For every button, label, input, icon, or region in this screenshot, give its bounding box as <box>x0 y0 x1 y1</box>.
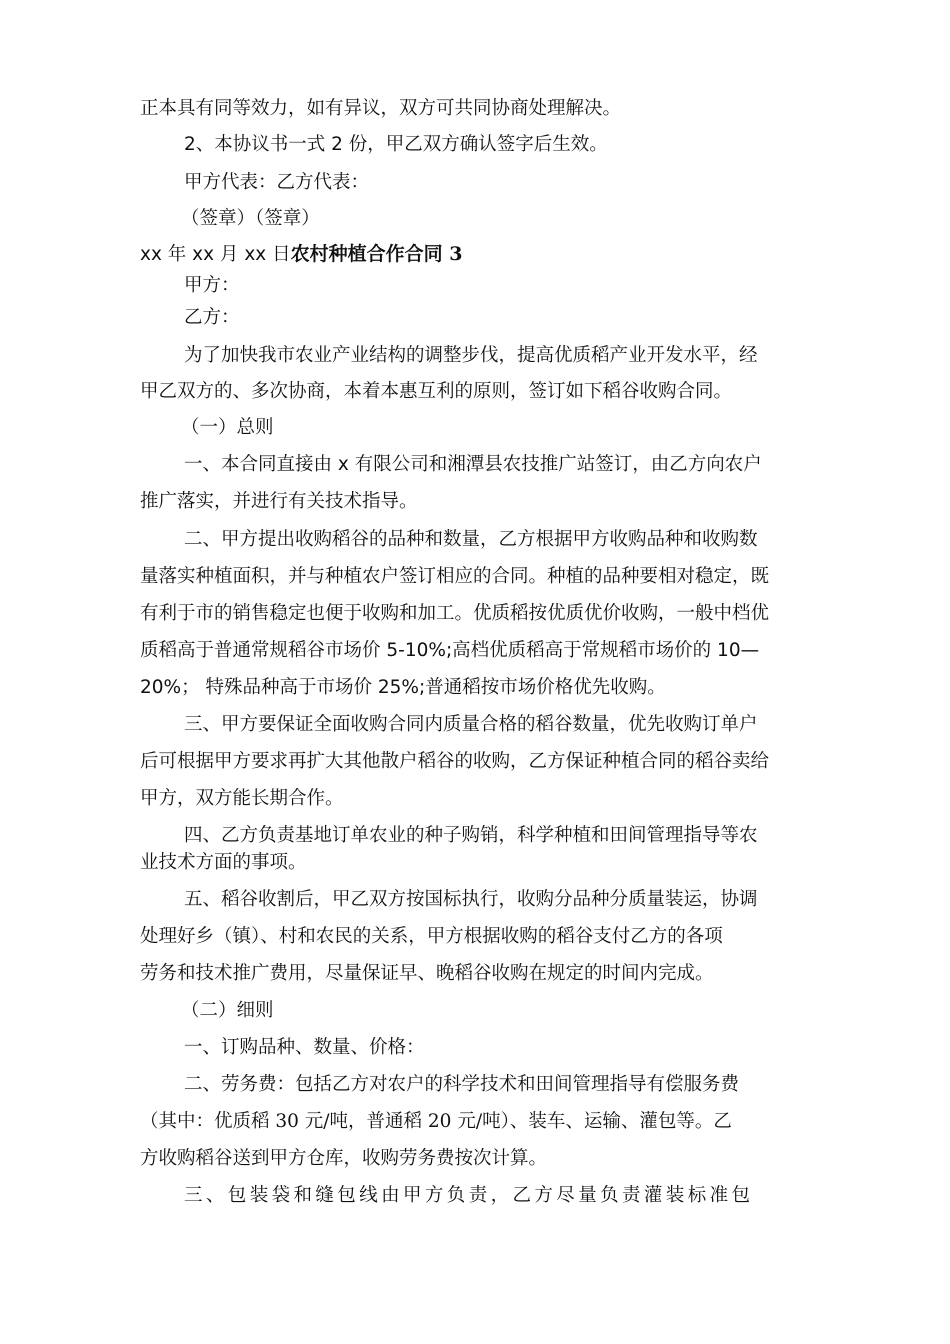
text-line-31: 三、包装袋和缝包线由甲方负责，乙方尽量负责灌装标准包 <box>184 1185 754 1206</box>
text-line-28: 二、劳务费：包括乙方对农户的科学技术和田间管理指导有偿服务费 <box>184 1074 740 1095</box>
text-line-7: 乙方： <box>184 307 240 328</box>
text-line-10: （一）总则 <box>181 417 274 438</box>
text-line-12: 推广落实，并进行有关技术指导。 <box>140 491 418 512</box>
text-line-26: （二）细则 <box>181 1000 274 1021</box>
text-line-1: 正本具有同等效力，如有异议，双方可共同协商处理解决。 <box>140 98 622 119</box>
text-line-14: 量落实种植面积，并与种植农户签订相应的合同。种植的品种要相对稳定，既 <box>140 566 770 587</box>
text-line-17: 20%； 特殊品种高于市场价 25%;普通稻按市场价格优先收购。 <box>140 677 666 698</box>
text-line-6: 甲方： <box>184 275 240 296</box>
text-line-23: 五、稻谷收割后，甲乙双方按国标执行，收购分品种分质量装运，协调 <box>184 889 758 910</box>
text-line-27: 一、订购品种、数量、价格： <box>184 1037 425 1058</box>
text-line-25: 劳务和技术推广费用，尽量保证早、晚稻谷收购在规定的时间内完成。 <box>140 963 714 984</box>
text-line-5 <box>140 241 950 267</box>
text-line-30: 方收购稻谷送到甲方仓库，收购劳务费按次计算。 <box>140 1148 548 1169</box>
date-text: xx 年 xx 月 xx 日 <box>140 244 291 265</box>
text-line-18: 三、甲方要保证全面收购合同内质量合格的稻谷数量，优先收购订单户 <box>184 714 758 735</box>
contract-title: 农村种植合作合同 3 <box>290 243 463 265</box>
text-line-9: 甲乙双方的、多次协商，本着本惠互利的原则，签订如下稻谷收购合同。 <box>140 381 733 402</box>
text-line-2: 2、本协议书一式 2 份，甲乙双方确认签字后生效。 <box>184 134 608 155</box>
text-line-20: 甲方，双方能长期合作。 <box>140 788 344 809</box>
text-line-13: 二、甲方提出收购稻谷的品种和数量，乙方根据甲方收购品种和收购数 <box>184 529 758 550</box>
text-line-16: 质稻高于普通常规稻谷市场价 5-10%;高档优质稻高于常规稻市场价的 10— <box>140 640 760 661</box>
text-line-11: 一、本合同直接由 x 有限公司和湘潭县农技推广站签订，由乙方向农户 <box>184 454 762 475</box>
text-line-29: （其中：优质稻 30 元/吨，普通稻 20 元/吨）、装车、运输、灌包等。乙 <box>140 1111 732 1132</box>
text-line-19: 后可根据甲方要求再扩大其他散户稻谷的收购，乙方保证种植合同的稻谷卖给 <box>140 751 770 772</box>
text-line-3: 甲方代表：乙方代表： <box>184 172 370 193</box>
text-line-8: 为了加快我市农业产业结构的调整步伐，提高优质稻产业开发水平，经 <box>184 345 758 366</box>
text-line-22: 业技术方面的事项。 <box>140 852 307 873</box>
text-line-4: （签章）（签章） <box>181 208 320 229</box>
text-line-15: 有利于市的销售稳定也便于收购和加工。优质稻按优质优价收购，一般中档优 <box>140 603 770 624</box>
text-line-24: 处理好乡（镇）、村和农民的关系，甲方根据收购的稻谷支付乙方的各项 <box>140 926 723 947</box>
text-line-21: 四、乙方负责基地订单农业的种子购销，科学种植和田间管理指导等农 <box>184 825 758 846</box>
